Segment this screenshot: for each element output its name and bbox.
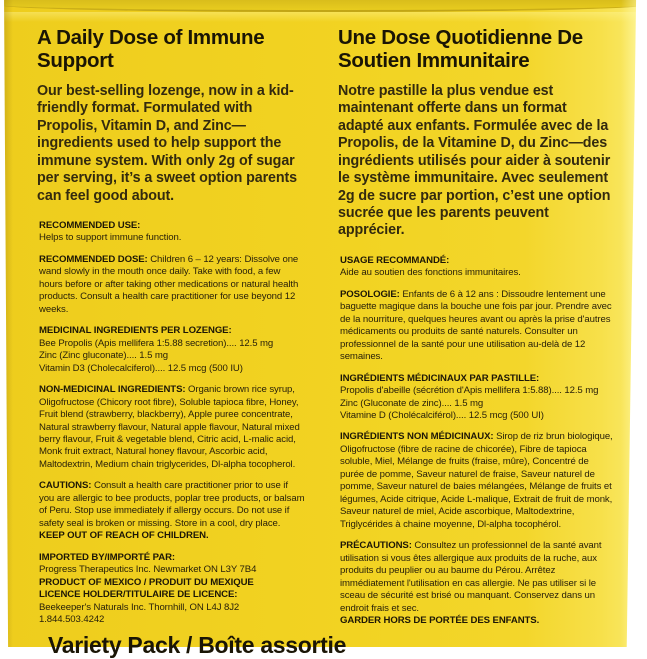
recommended-use-label: RECOMMENDED USE: [39, 219, 141, 231]
product-of-mexico-line: PRODUCT OF MEXICO / PRODUIT DU MEXIQUE [39, 576, 254, 588]
ingredients-medicinaux-label: INGRÉDIENTS MÉDICINAUX PAR PASTILLE: [340, 372, 540, 384]
ingredients-medicinaux-section [340, 373, 614, 423]
usage-recommande-section [340, 255, 614, 280]
english-intro-paragraph: Our best-selling lozenge, now in a kid-friendly format. Formulated with Propolis, Vitamin D, and Zinc—ingredients used to help support the immune system. With only 2g of sugar per serving, it’s a sweet option parents can feel good about. [37, 82, 298, 204]
licence-holder-label: LICENCE HOLDER/TITULAIRE DE LICENCE: [39, 589, 238, 601]
ingredient-medicinal-row: Zinc (Gluconate de zinc).... 1.5 mg [340, 397, 484, 409]
imported-by-label: IMPORTED BY/IMPORTÉ PAR: [39, 551, 176, 563]
french-heading: Une Dose Quotidienne De Soutien Immunitaire [338, 26, 583, 72]
garder-hors-de-portee-warning: GARDER HORS DE PORTÉE DES ENFANTS. [340, 615, 540, 627]
licence-holder-name: Beekeeper's Naturals Inc. Thornhill, ON L4J 8J2 1.844.503.4242 [39, 601, 240, 626]
posologie-section [340, 289, 614, 364]
recommended-use-section [39, 220, 305, 245]
keep-out-of-reach-warning: KEEP OUT OF REACH OF CHILDREN. [39, 530, 209, 542]
variety-pack-heading: Variety Pack / Boîte assortie [48, 632, 347, 658]
non-medicinal-ingredients-label: NON-MEDICINAL INGREDIENTS: [39, 384, 186, 396]
ingredients-non-medicinaux-text: Sirop de riz brun biologique, Oligofructose (fibre de racine de chicorée), Fibre de tapioca soluble, Miel, Mélange de fruits (fraise, mûre), Concentré de purée de pomme, Saveur naturel de fraise, Saveur naturel de pomme, Saveur naturel de baies mélangées, Mélange de fruits et légumes, Acide citrique, Acide L-malique, Extrait de fruit de monk, Saveur naturel de miel, Acide ascorbique, Maltodextrine, Triglycérides à chaine moyenne, Dl-alpha tocophérol. [340, 431, 613, 530]
medicinal-ingredient-row: Bee Propolis (Apis mellifera 1:5.88 secretion).... 12.5 mg [39, 337, 274, 349]
english-column [37, 0, 305, 627]
importer-name: Progress Therapeutics Inc. Newmarket ON L3Y 7B4 [39, 564, 257, 576]
recommended-dose-text: Children 6 – 12 years: Dissolve one wand slowly in the mouth once daily. Take with food, a few hours before or after taking other medications or natural health products. Consult a health care practitioner for use beyond 12 weeks. [39, 253, 299, 315]
recommended-dose-section [39, 254, 305, 316]
ingredients-non-medicinaux-section [340, 431, 614, 531]
ingredient-medicinal-row: Vitamine D (Cholécalciférol).... 12.5 mcg (500 UI) [340, 410, 544, 421]
english-heading: A Daily Dose of Immune Support [37, 26, 265, 72]
precautions-section [340, 540, 614, 627]
non-medicinal-ingredients-text: Organic brown rice syrup, Oligofructose (Chicory root fibre), Soluble tapioca fibre, Honey, Fruit blend (strawberry, blackberry), Apple puree concentrate, Natural strawberry flavour, Natural apple flavour, Natural mixed berry flavour, Fruit & vegetable blend, Citric acid, L-malic acid, Monk fruit extract, Natural honey flavour, Ascorbic acid, Maltodextrin, Medium chain triglycerides, Dl-alpha tocopherol. [39, 384, 300, 470]
precautions-text: Consultez un professionnel de la santé avant utilisation si vous êtes allergique aux produits de la ruche, aux produits du peuplier ou au baume du Pérou. Arrêtez immédiatement l'utilisation en cas allergie. Ne pas utiliser si le sceau de sécurité est brisé ou manquant. Conservez dans un endroit frais et sec. [340, 540, 602, 614]
medicinal-ingredients-label: MEDICINAL INGREDIENTS PER LOZENGE: [39, 325, 232, 337]
recommended-dose-label: RECOMMENDED DOSE: [39, 253, 148, 265]
importer-section [39, 552, 305, 627]
usage-recommande-label: USAGE RECOMMANDÉ: [340, 254, 450, 266]
french-column [338, 0, 614, 628]
medicinal-ingredient-row: Zinc (Zinc gluconate).... 1.5 mg [39, 350, 169, 362]
posologie-label: POSOLOGIE: [340, 288, 400, 300]
medicinal-ingredient-row: Vitamin D3 (Cholecalciferol).... 12.5 mcg (500 IU) [39, 362, 243, 374]
usage-recommande-text: Aide au soutien des fonctions immunitaires. [340, 267, 521, 279]
cautions-section [39, 480, 305, 542]
posologie-text: Enfants de 6 à 12 ans : Dissoudre lentement une baguette magique dans la bouche une fois par jour. Prendre avec de la nourriture, quelques heures avant ou après la prise d'autres médicaments ou produits de santé naturels. Consulter un professionnel de la santé pour une utilisation au-delà de 12 semaines. [340, 288, 612, 363]
cautions-text: Consult a health care practitioner prior to use if you are allergic to bee products, poplar tree products, or balsam of Peru. Stop use immediately if allergy occurs. Do not use if safety seal is broken or missing. Store in a cool, dry place. [39, 480, 305, 529]
french-intro-paragraph: Notre pastille la plus vendue est maintenant offerte dans un format adapté aux enfants. Formulée avec de la Propolis, de la Vitamine D, du Zinc—des ingrédients utilisés pour aider à soutenir le système immunitaire. Avec seulement 2g de sucre par portion, c’est une option sucrée que les parents peuvent apprécier. [338, 82, 611, 239]
cautions-label: CAUTIONS: [39, 480, 92, 492]
non-medicinal-ingredients-section [39, 384, 305, 471]
ingredients-non-medicinaux-label: INGRÉDIENTS NON MÉDICINAUX: [340, 431, 494, 443]
ingredient-medicinal-row: Propolis d'abeille (sécrétion d'Apis mellifera 1:5.88).... 12.5 mg [340, 385, 599, 397]
precautions-label: PRÉCAUTIONS: [340, 540, 412, 552]
recommended-use-text: Helps to support immune function. [39, 232, 182, 244]
medicinal-ingredients-section [39, 325, 305, 375]
